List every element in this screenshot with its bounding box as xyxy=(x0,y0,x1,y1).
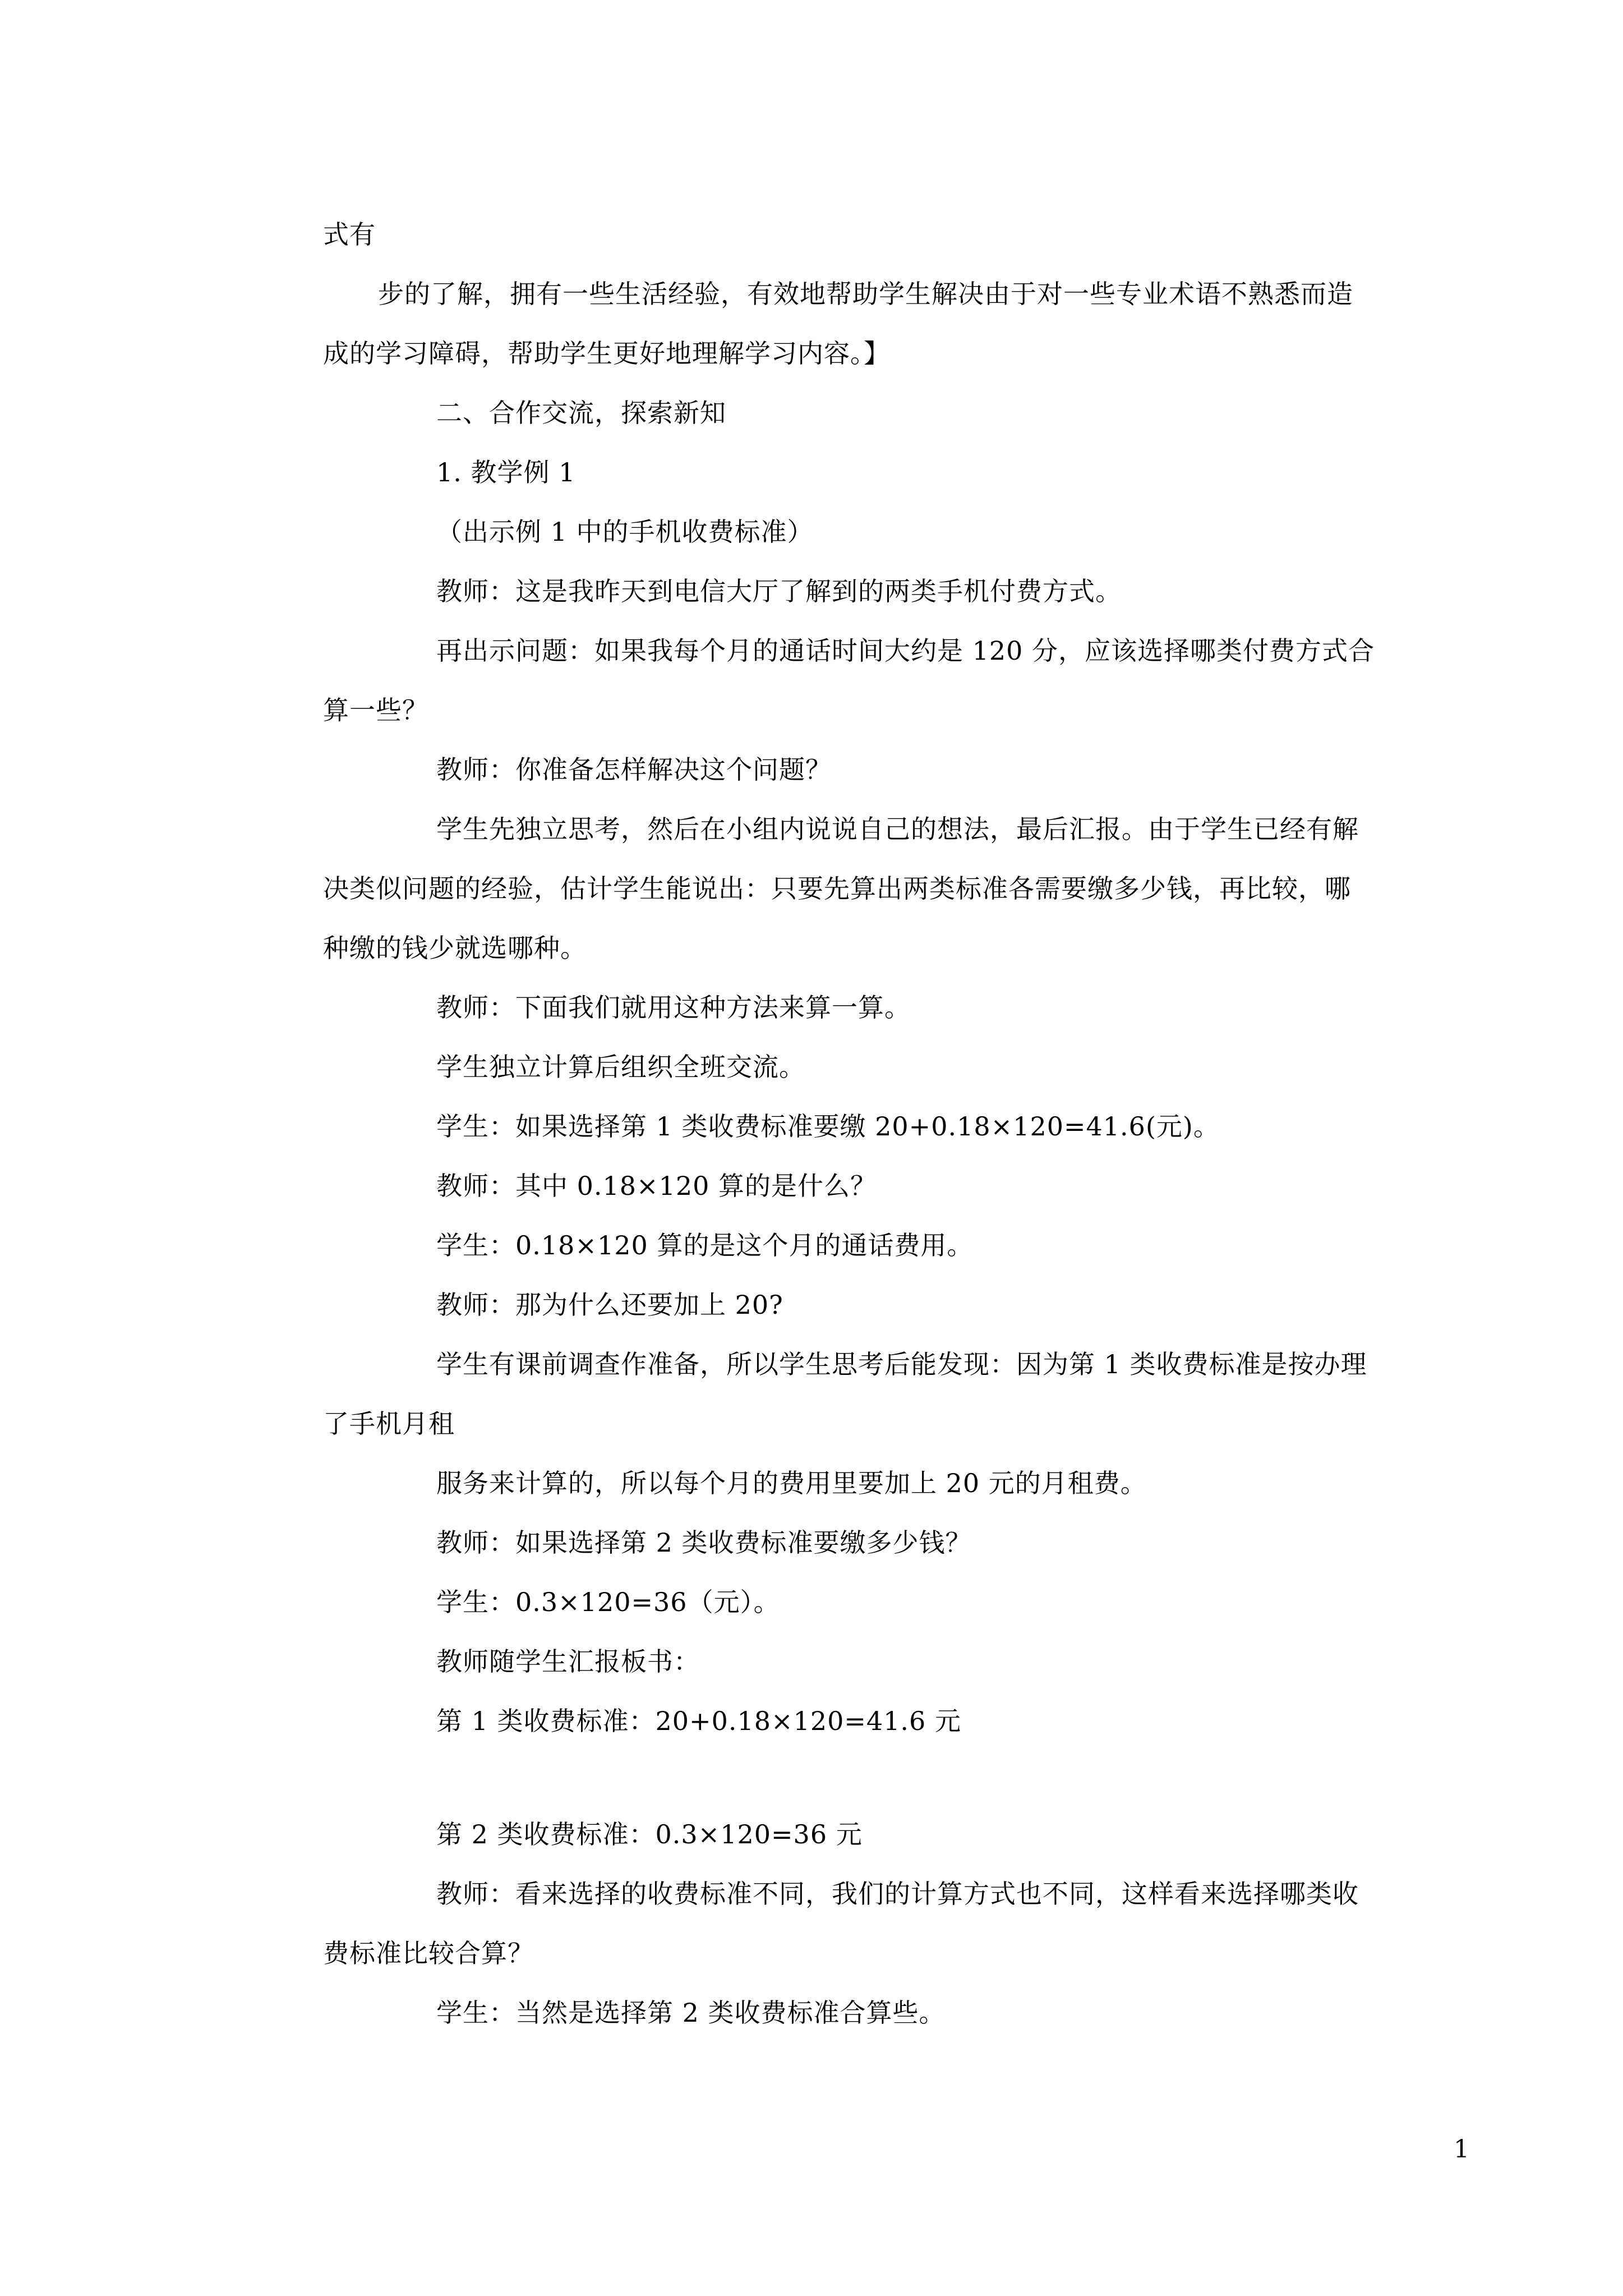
paragraph-line: 学生有课前调查作准备，所以学生思考后能发现：因为第 1 类收费标准是按办理 xyxy=(436,1349,1367,1379)
page-number: 1 xyxy=(1454,2135,1469,2164)
section-heading: 二、合作交流，探索新知 xyxy=(436,398,726,428)
paragraph-line: 学生：当然是选择第 2 类收费标准合算些。 xyxy=(436,1998,946,2028)
paragraph-line: 学生：如果选择第 1 类收费标准要缴 20+0.18×120=41.6(元)。 xyxy=(436,1111,1220,1142)
paragraph-line: 成的学习障碍，帮助学生更好地理解学习内容。】 xyxy=(323,338,890,369)
paragraph-line: 了手机月租 xyxy=(323,1409,455,1439)
paragraph-line: 费标准比较合算？ xyxy=(323,1938,534,1968)
paragraph-line: 教师：那为什么还要加上 20? xyxy=(436,1290,783,1320)
paragraph-line: 决类似问题的经验，估计学生能说出：只要先算出两类标准各需要缴多少钱，再比较，哪 xyxy=(323,873,1351,904)
paragraph-line: 教师：你准备怎样解决这个问题？ xyxy=(436,754,832,785)
paragraph-line: 学生：0.18×120 算的是这个月的通话费用。 xyxy=(436,1230,974,1260)
paragraph-line: 教师：这是我昨天到电信大厅了解到的两类手机付费方式。 xyxy=(436,576,1122,606)
formula-line: 第 1 类收费标准：20+0.18×120=41.6 元 xyxy=(436,1706,961,1736)
paragraph-line: 式有 xyxy=(323,219,376,250)
formula-line: 第 2 类收费标准：0.3×120=36 元 xyxy=(436,1819,863,1849)
paragraph-line: 种缴的钱少就选哪种。 xyxy=(323,933,587,963)
subsection-heading: 1. 教学例 1 xyxy=(436,457,576,487)
paragraph-line: 教师：下面我们就用这种方法来算一算。 xyxy=(436,992,911,1023)
paragraph-line: 学生先独立思考，然后在小组内说说自己的想法，最后汇报。由于学生已经有解 xyxy=(436,814,1359,844)
paragraph-line: 步的了解，拥有一些生活经验，有效地帮助学生解决由于对一些专业术语不熟悉而造 xyxy=(378,279,1353,309)
paragraph-line: 教师：如果选择第 2 类收费标准要缴多少钱？ xyxy=(436,1527,972,1558)
paragraph-line: 算一些？ xyxy=(323,695,428,725)
paragraph-line: （出示例 1 中的手机收费标准） xyxy=(436,517,814,547)
paragraph-line: 服务来计算的，所以每个月的费用里要加上 20 元的月租费。 xyxy=(436,1468,1147,1498)
paragraph-line: 学生独立计算后组织全班交流。 xyxy=(436,1052,805,1082)
paragraph-line: 再出示问题：如果我每个月的通话时间大约是 120 分，应该选择哪类付费方式合 xyxy=(436,636,1375,666)
paragraph-line: 教师：其中 0.18×120 算的是什么？ xyxy=(436,1171,877,1201)
paragraph-line: 学生：0.3×120=36（元）。 xyxy=(436,1587,780,1617)
paragraph-line: 教师随学生汇报板书： xyxy=(436,1646,700,1677)
paragraph-line: 教师：看来选择的收费标准不同，我们的计算方式也不同，这样看来选择哪类收 xyxy=(436,1879,1359,1909)
